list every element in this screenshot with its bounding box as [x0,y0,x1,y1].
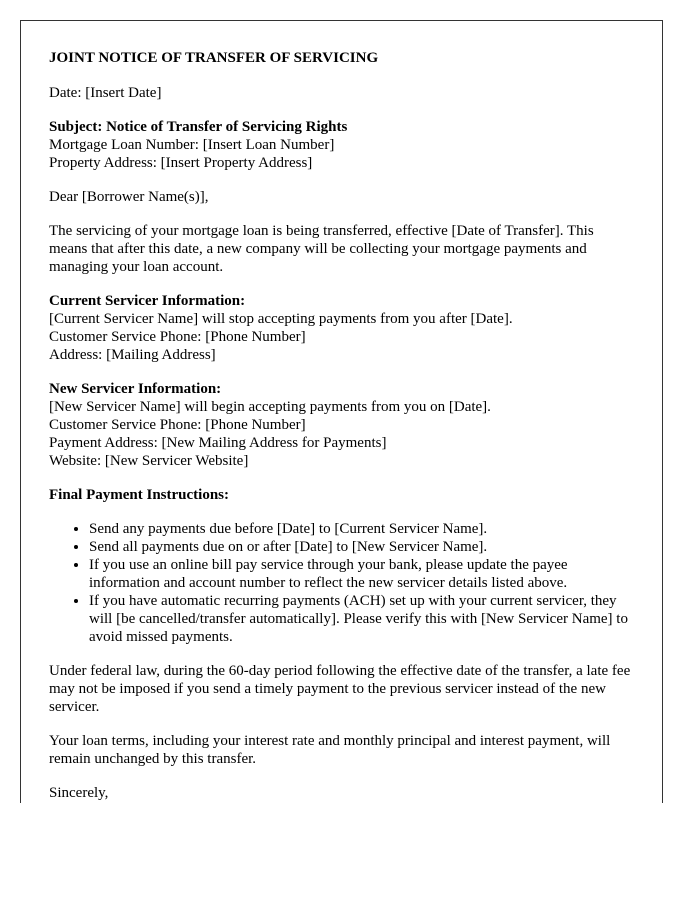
closing: Sincerely, [49,785,109,801]
new-servicer-section [49,380,634,470]
subject-block [49,118,634,172]
subject-line: Subject: Notice of Transfer of Servicing Rights [49,119,348,135]
list-item: • Send any payments due before [Date] to [Current Servicer Name]. [89,520,634,538]
current-servicer-line: [Current Servicer Name] will stop accepting payments from you after [Date]. [49,311,513,327]
new-servicer-line: [New Servicer Name] will begin accepting payments from you on [Date]. [49,399,491,415]
new-servicer-website: Website: [New Servicer Website] [49,453,249,469]
list-item: • Send all payments due on or after [Date] to [New Servicer Name]. [89,538,634,556]
loan-number: Mortgage Loan Number: [Insert Loan Number] [49,137,335,153]
final-payment-heading [49,486,634,504]
final-payment-list [49,520,634,646]
list-item: • If you use an online bill pay service through your bank, please update the payee information and account number to reflect the new servicer details listed above. [89,556,634,592]
list-item: • If you have automatic recurring payments (ACH) set up with your current servicer, they will [be cancelled/transfer automatically]. Please verify this with [New Servicer Name] to avoid missed payments. [89,592,634,646]
date-line: Date: [Insert Date] [49,85,162,101]
new-servicer-heading: New Servicer Information: [49,381,222,397]
current-servicer-heading: Current Servicer Information: [49,293,246,309]
loan-terms-paragraph: Your loan terms, including your interest rate and monthly principal and interest payment, will remain unchanged by this transfer. [49,733,611,767]
document-title: JOINT NOTICE OF TRANSFER OF SERVICING [49,50,379,66]
federal-law-paragraph: Under federal law, during the 60-day period following the effective date of the transfer, a late fee may not be imposed if you send a timely payment to the previous servicer instead of the new servicer. [49,663,631,715]
current-servicer-phone: Customer Service Phone: [Phone Number] [49,329,306,345]
current-servicer-address: Address: [Mailing Address] [49,347,216,363]
greeting: Dear [Borrower Name(s)], [49,189,209,205]
final-payment-heading-text: Final Payment Instructions: [49,487,229,503]
property-address: Property Address: [Insert Property Address] [49,155,313,171]
current-servicer-section [49,292,634,364]
notice-document [20,20,663,803]
new-servicer-payment-address: Payment Address: [New Mailing Address for Payments] [49,435,387,451]
intro-paragraph: The servicing of your mortgage loan is being transferred, effective [Date of Transfer]. This means that after this date, a new company will be collecting your mortgage payments and managing your loan account. [49,223,594,275]
new-servicer-phone: Customer Service Phone: [Phone Number] [49,417,306,433]
